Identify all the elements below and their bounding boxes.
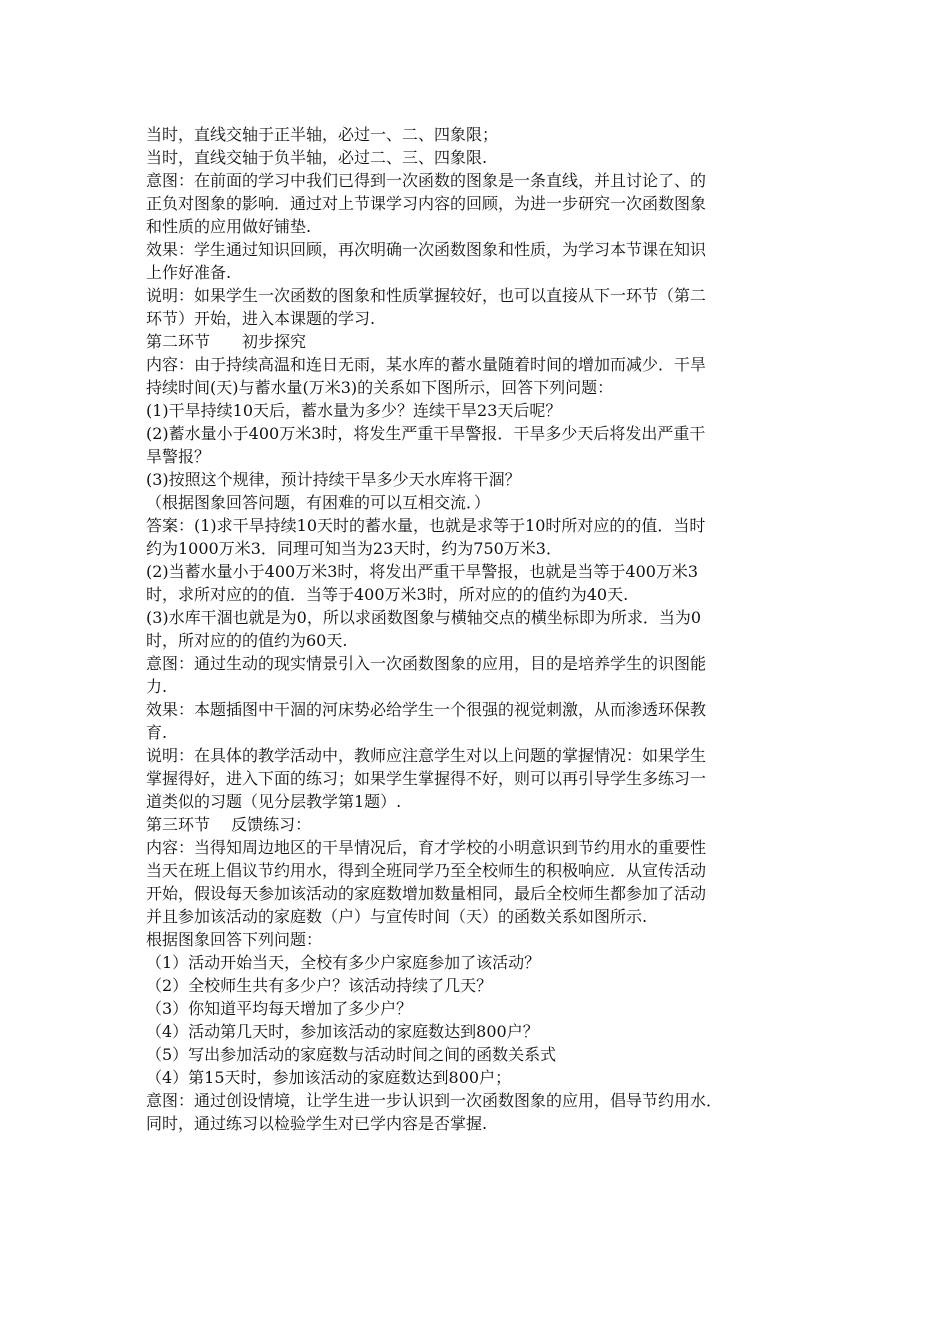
text-line: 掌握得好，进入下面的练习；如果学生掌握得不好，则可以再引导学生多练习一	[146, 769, 707, 788]
text-line: 当时，直线交轴于负半轴，必过二、三、四象限.	[146, 148, 488, 167]
question-item: (1)干旱持续10天后，蓄水量为多少？连续干旱23天后呢？	[146, 401, 562, 420]
text-line: 力.	[146, 677, 168, 696]
question-item: (3)按照这个规律，预计持续干旱多少天水库将干涸？	[146, 470, 521, 489]
question-item: （3）你知道平均每天增加了多少户？	[146, 999, 413, 1018]
text-line: 内容：当得知周边地区的干旱情况后，育才学校的小明意识到节约用水的重要性	[146, 838, 707, 857]
text-line: 效果：学生通过知识回顾，再次明确一次函数图象和性质，为学习本节课在知识	[146, 240, 707, 259]
document-body	[146, 123, 810, 1135]
answer-line: (2)当蓄水量小于400万米3时，将发出严重干旱警报，也就是当等于400万米3	[146, 562, 699, 581]
answer-line: 时，求所对应的的值．当等于400万米3时，所对应的的值约为40天.	[146, 585, 629, 604]
text-line: 意图：通过生动的现实情景引入一次函数图象的应用，目的是培养学生的识图能	[146, 654, 707, 673]
text-line: 并且参加该活动的家庭数（户）与宣传时间（天）的函数关系如图所示.	[146, 907, 648, 926]
question-item: （5）写出参加活动的家庭数与活动时间之间的函数关系式	[146, 1045, 557, 1064]
text-line: 正负对图象的影响．通过对上节课学习内容的回顾，为进一步研究一次函数图象	[146, 194, 707, 213]
text-line: 持续时间(天)与蓄水量(万米3)的关系如下图所示，回答下列问题：	[146, 378, 614, 397]
text-line: 上作好准备.	[146, 263, 232, 282]
text-line: 道类似的习题（见分层教学第1题）.	[146, 792, 402, 811]
question-item: （4）第15天时，参加该活动的家庭数达到800户；	[146, 1068, 512, 1087]
question-item: （4）活动第几天时，参加该活动的家庭数达到800户？	[146, 1022, 539, 1041]
question-item: （1）活动开始当天，全校有多少户家庭参加了该活动？	[146, 953, 541, 972]
text-line: 育.	[146, 723, 168, 742]
answer-line: (3)水库干涸也就是为0，所以求函数图象与横轴交点的横坐标即为所求．当为0	[146, 608, 702, 627]
text-line: 意图：通过创设情境，让学生进一步认识到一次函数图象的应用，倡导节约用水．	[146, 1091, 723, 1110]
text-line: 开始，假设每天参加该活动的家庭数增加数量相同，最后全校师生都参加了活动	[146, 884, 707, 903]
text-line: 旱警报？	[146, 447, 211, 466]
text-line: 同时，通过练习以检验学生对已学内容是否掌握.	[146, 1114, 488, 1133]
text-line: 和性质的应用做好铺垫.	[146, 217, 312, 236]
answer-line: 时，所对应的的值约为60天.	[146, 631, 348, 650]
answer-line: 答案：(1)求干旱持续10天时的蓄水量，也就是求等于10时所对应的的值．当时	[146, 516, 706, 535]
text-line: 当天在班上倡议节约用水，得到全班同学乃至全校师生的积极响应．从宣传活动	[146, 861, 707, 880]
text-line: 意图：在前面的学习中我们已得到一次函数的图象是一条直线，并且讨论了、的	[146, 171, 707, 190]
question-item: (2)蓄水量小于400万米3时，将发生严重干旱警报．干旱多少天后将发出严重干	[146, 424, 706, 443]
text-line: 说明：如果学生一次函数的图象和性质掌握较好，也可以直接从下一环节（第二	[146, 286, 707, 305]
text-line: 环节）开始，进入本课题的学习.	[146, 309, 376, 328]
section-heading: 第三环节 反馈练习：	[146, 815, 312, 834]
section-heading: 第二环节 初步探究	[146, 332, 307, 351]
text-line: 说明：在具体的教学活动中，教师应注意学生对以上问题的掌握情况：如果学生	[146, 746, 707, 765]
answer-line: 约为1000万米3．同理可知当为23天时，约为750万米3．	[146, 539, 562, 558]
text-line: 根据图象回答下列问题：	[146, 930, 323, 949]
text-line: （根据图象回答问题，有困难的可以互相交流．）	[146, 493, 491, 512]
text-line: 效果：本题插图中干涸的河床势必给学生一个很强的视觉刺激，从而渗透环保教	[146, 700, 707, 719]
text-line: 当时，直线交轴于正半轴，必过一、二、四象限；	[146, 125, 499, 144]
text-line: 内容：由于持续高温和连日无雨，某水库的蓄水量随着时间的增加而减少．干旱	[146, 355, 707, 374]
question-item: （2）全校师生共有多少户？该活动持续了几天？	[146, 976, 493, 995]
